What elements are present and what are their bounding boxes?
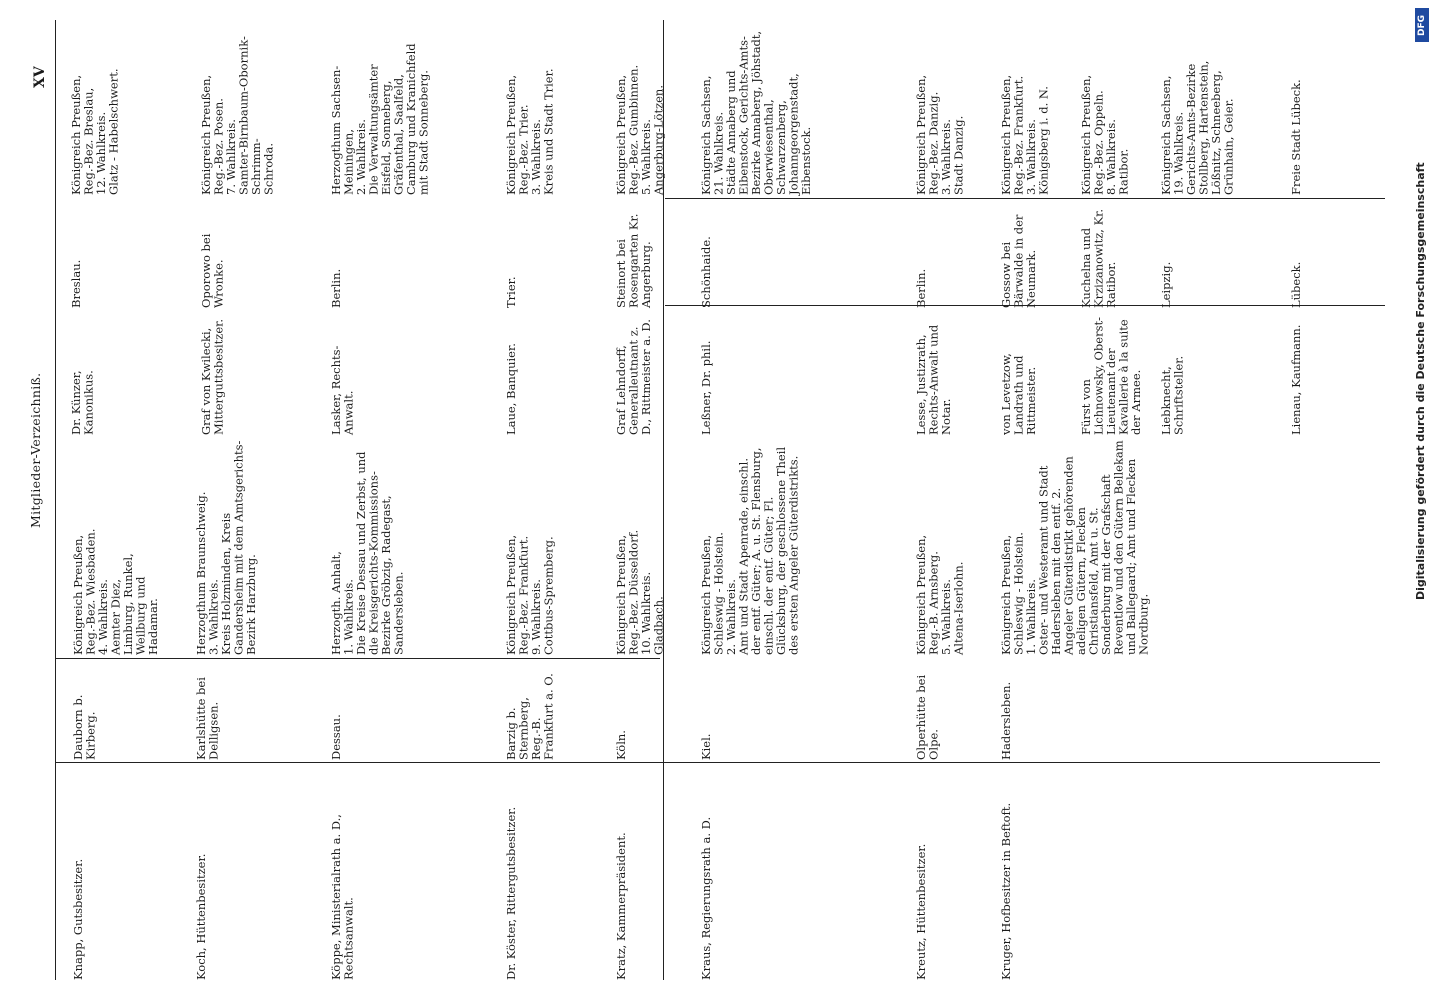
member-name: Dr. Köster, Rittergutsbesitzer. — [504, 806, 518, 980]
member2-residence: Gossow bei Bärwalde in der Neumark. — [999, 214, 1038, 308]
dfg-logo: DFG — [1415, 8, 1429, 42]
member-constituency: Königreich Preußen, Reg.-Bez. Frankfurt. 9. Wahlkreis. Cottbus-Spremberg. — [504, 534, 556, 655]
member2-name: Graf von Kwilecki, Mitterguttsbesitzer. — [199, 318, 226, 435]
header-rule — [55, 20, 56, 980]
member-constituency: Herzogthum Braunschweig. 3. Wahlkreis. Kreis Holzminden, Kreis Gandersheim mit dem Amtsgerichts-Bezirk Harzburg. — [194, 440, 258, 655]
member2-residence: Breslau. — [69, 259, 83, 308]
member-constituency: Königreich Preußen, Schleswig - Holstein. 1. Wahlkreis. Oster- und Westeramt und Stadt Hadersleben mit den entf. 2. Angeler Güterdistrikt gehörenden adeligen Gütern, Flecken Christiansfeld, Amt u. St. Sonderburg mit der Grafschaft Reventlow und den Gütern Bellekam und Ballegaard; Amt und Flecken Nordburg. — [999, 440, 1151, 655]
digitization-note: Digitalisierung gefördert durch die Deutsche Forschungsgemeinschaft — [1414, 162, 1427, 600]
member-constituency: Herzogth. Anhalt, 1. Wahlkreis. Die Kreise Dessau und Zerbst, und die Kreisgerichts-Kommissions-Bezirke Gröbzig, Radegast, Sandersleben. — [329, 451, 406, 655]
member2-name: Fürst von Lichnowsky, Oberst-Lieutenant der Kavallerie à la suite der Armee. — [1079, 317, 1143, 435]
member-constituency: Königreich Preußen, Reg.-Bez. Wiesbaden. 4. Wahlkreis. Aemter Diez, Limburg, Runkel, Weilburg und Hadamar. — [71, 528, 160, 655]
member2-constituency: Königreich Preußen, Reg.-Bez. Frankfurt. 3. Wahlkreis. Königsberg i. d. N. — [999, 74, 1051, 195]
member2-residence: Lübeck. — [1289, 261, 1303, 308]
member-constituency: Königreich Preußen, Reg.-B. Arnsberg. 5. Wahlkreis. Altena-Iserlohn. — [914, 534, 966, 655]
member2-name: Lesse, Justizrath, Rechts-Anwalt und Notar. — [914, 324, 953, 435]
member2-residence: Oporowo bei Wronke. — [199, 233, 226, 308]
member2-constituency: Königreich Preußen, Reg.-Bez. Gumbinnen. 5. Wahlkreis. Angerburg-Lötzen. — [614, 64, 666, 195]
member2-residence: Leipzig. — [1159, 261, 1173, 308]
member2-constituency: Freie Stadt Lübeck. — [1289, 79, 1303, 195]
member2-name: Leßner, Dr. phil. — [699, 340, 713, 435]
member-name: Kratz, Kammerpräsident. — [614, 832, 628, 980]
member-residence: Köln. — [614, 730, 628, 760]
page-number: XV — [32, 66, 48, 88]
member2-constituency: Königreich Preußen, Reg.-Bez. Danzig. 3. Wahlkreis. Stadt Danzig. — [914, 74, 966, 195]
member-constituency: Königreich Preußen, Schleswig - Holstein. 2. Wahlkreis. Amt und Stadt Apenrade, einschl. der entf. Güter; A. u. St. Flensburg, einschl. der entf. Güter; Fl. Glücksburg, der geschlossene Theil des ersten Angeler Güterdistrikts. — [699, 446, 801, 655]
member2-residence: Trier. — [504, 276, 518, 308]
member-residence: Barzig b. Sternberg, Reg.-B. Frankfurt a. O. — [504, 673, 556, 760]
member2-name: Lasker, Rechts-Anwalt. — [329, 345, 356, 435]
member2-residence: Berlin. — [914, 268, 928, 308]
member2-residence: Berlin. — [329, 268, 343, 308]
member2-residence: Schönhaide. — [699, 236, 713, 308]
member-name: Knapp, Gutsbesitzer. — [71, 858, 85, 980]
member2-name: Liebknecht, Schriftsteller. — [1159, 355, 1186, 435]
member2-name: Dr. Künzer, Kanonikus. — [69, 370, 96, 435]
member2-residence: Steinort bei Rosengarten Kr. Angerburg. — [614, 213, 653, 308]
member2-residence: Kuchelna und Krzizanowitz, Kr. Ratibor. — [1079, 208, 1118, 308]
member2-constituency: Königreich Preußen, Reg.-Bez. Oppeln. 8. Wahlkreis. Ratibor. — [1079, 74, 1131, 195]
column-rule-1 — [55, 762, 1380, 763]
member-name: Kraus, Regierungsrath a. D. — [699, 816, 713, 980]
member-name: Kreutz, Hüttenbesitzer. — [914, 843, 928, 980]
member-residence: Hadersleben. — [999, 681, 1013, 760]
member-residence: Karlshütte bei Delligsen. — [194, 677, 221, 760]
member2-constituency: Königreich Preußen, Reg.-Bez. Trier. 3. Wahlkreis. Kreis und Stadt Trier. — [504, 68, 556, 195]
member-name: Köppe, Ministerialrath a. D., Rechtsanwalt. — [329, 814, 356, 980]
member2-name: von Levetzow, Landrath und Rittmeister. — [999, 353, 1038, 435]
member2-constituency: Herzogthum Sachsen-Meiningen, 2. Wahlkreis. Die Verwaltungsämter Eisfeld, Sonneberg, Gräfenthal, Saalfeld, Camburg und Kranichfeld mit Stadt Sonneberg. — [329, 43, 431, 195]
member-residence: Dessau. — [329, 714, 343, 760]
member2-name: Graf Lehndorff, Generalleutnant z. D., Rittmeister a. D. — [614, 319, 653, 435]
member2-constituency: Königreich Sachsen, 19. Wahlkreis. Gerichts-Amts-Bezirke Stollberg, Hartenstein, Lößnitz, Schneeberg, Grünhain, Geier. — [1159, 60, 1236, 195]
member-residence: Dauborn b. Kirberg. — [71, 694, 98, 760]
member2-constituency: Königreich Preußen, Reg.-Bez. Breslau, 12. Wahlkreis. Glatz - Habelschwert. — [69, 68, 121, 195]
member-name: Koch, Hüttenbesitzer. — [194, 853, 208, 980]
member-constituency: Königreich Preußen, Reg.-Bez. Düsseldorf. 10. Wahlkreis. Gladbach. — [614, 529, 666, 655]
member2-constituency: Königreich Preußen, Reg.-Bez. Posen. 7. Wahlkreis. Samter-Birnbaum-Obornik- Schrimm- Schroda. — [199, 36, 276, 195]
member2-name: Lienau, Kaufmann. — [1289, 324, 1303, 435]
member-name: Kruger, Hofbesitzer in Beftoft. — [999, 802, 1013, 980]
column-rule-2 — [55, 658, 660, 659]
member-residence: Kiel. — [699, 733, 713, 760]
member2-name: Laue, Banquier. — [504, 343, 518, 435]
member-residence: Olperhütte bei Olpe. — [914, 674, 941, 760]
member2-constituency: Königreich Sachsen, 21. Wahlkreis. Städte Annaberg und Eibenstock, Gerichts-Amts-Bezirke Annaberg, Jöhstadt, Oberwiesenthal, Schwarzenberg, Johanngeorgenstadt, Eibenstock. — [699, 30, 813, 195]
page-title: Mitglieder-Verzeichniß. — [28, 372, 43, 528]
